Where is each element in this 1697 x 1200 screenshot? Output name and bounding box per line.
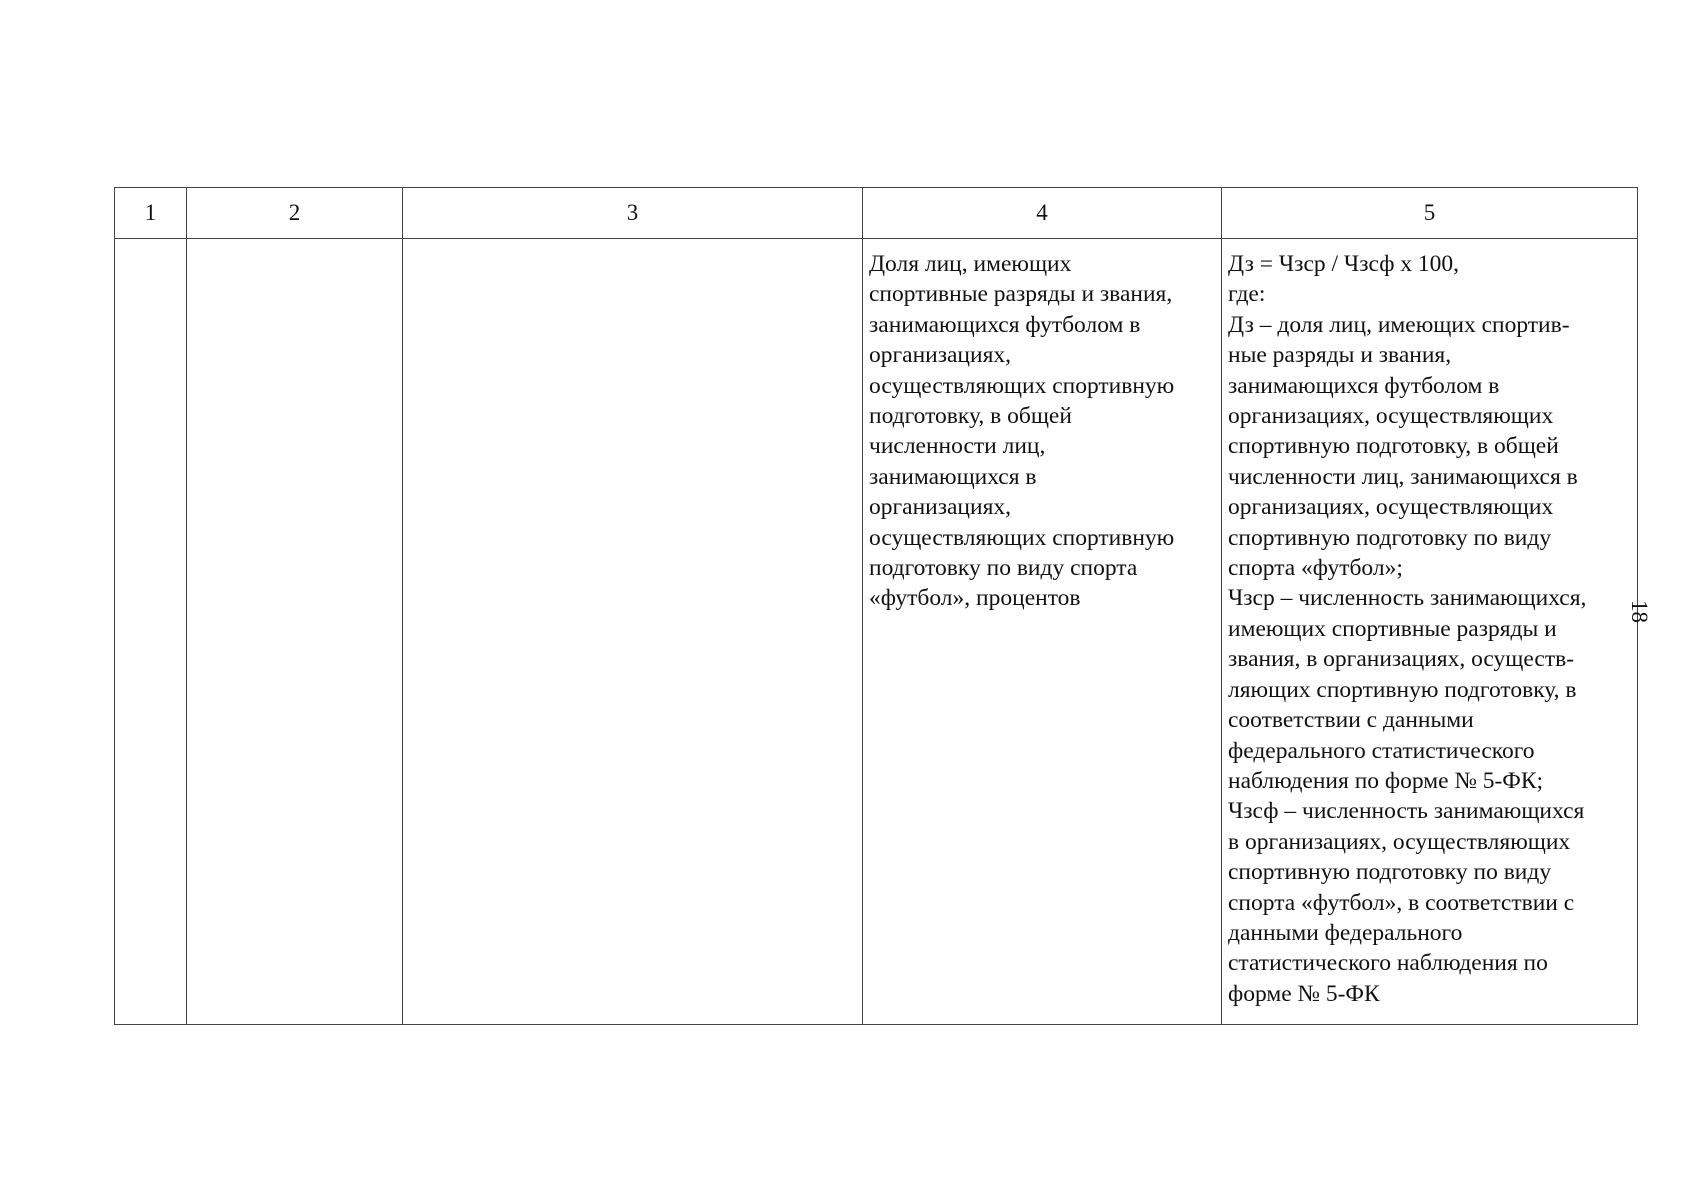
header-cell-5: 5	[1222, 188, 1638, 239]
row-cell-1-text	[115, 239, 186, 249]
formula-cell	[1222, 239, 1638, 1025]
indicator-name-cell	[863, 239, 1222, 1025]
formula-text: Дз = Чзср / Чзсф х 100, где: Дз – доля лиц, имеющих спортив- ные разряды и звания, занимающихся футболом в организациях, осуществляющих спортивную подготовку, в общей численности лиц, занимающихся в организациях, осуществляющих спортивную подготовку по виду спорта «футбол»; Чзср – численность занимающихся, имеющих спортивные разряды и звания, в организациях, осуществ- ляющих спортивную подготовку, в соответствии с данными федерального статистического наблюдения по форме № 5-ФК; Чзсф – численность занимающихся в организациях, осуществляющих спортивную подготовку по виду спорта «футбол», в соответствии с данными федерального статистического наблюдения по форме № 5-ФК	[1228, 251, 1587, 1007]
header-cell-4: 4	[863, 188, 1222, 239]
header-cell-3: 3	[403, 188, 863, 239]
table-row	[115, 239, 1638, 1025]
row-cell-3-text	[403, 239, 862, 249]
row-cell-2-text	[187, 239, 402, 249]
document-table	[114, 187, 1638, 1025]
row-cell-1	[115, 239, 187, 1025]
header-cell-1: 1	[115, 188, 187, 239]
page-number: 18	[1627, 600, 1652, 623]
row-cell-3	[403, 239, 863, 1025]
indicator-name-text: Доля лиц, имеющих спортивные разряды и звания, занимающихся футболом в организациях, осуществляющих спортивную подготовку, в общей численности лиц, занимающихся в организациях, осуществляющих спортивную подготовку по виду спорта «футбол», процентов	[869, 251, 1175, 612]
row-cell-2	[187, 239, 403, 1025]
table-header-row	[115, 188, 1638, 239]
header-cell-2: 2	[187, 188, 403, 239]
